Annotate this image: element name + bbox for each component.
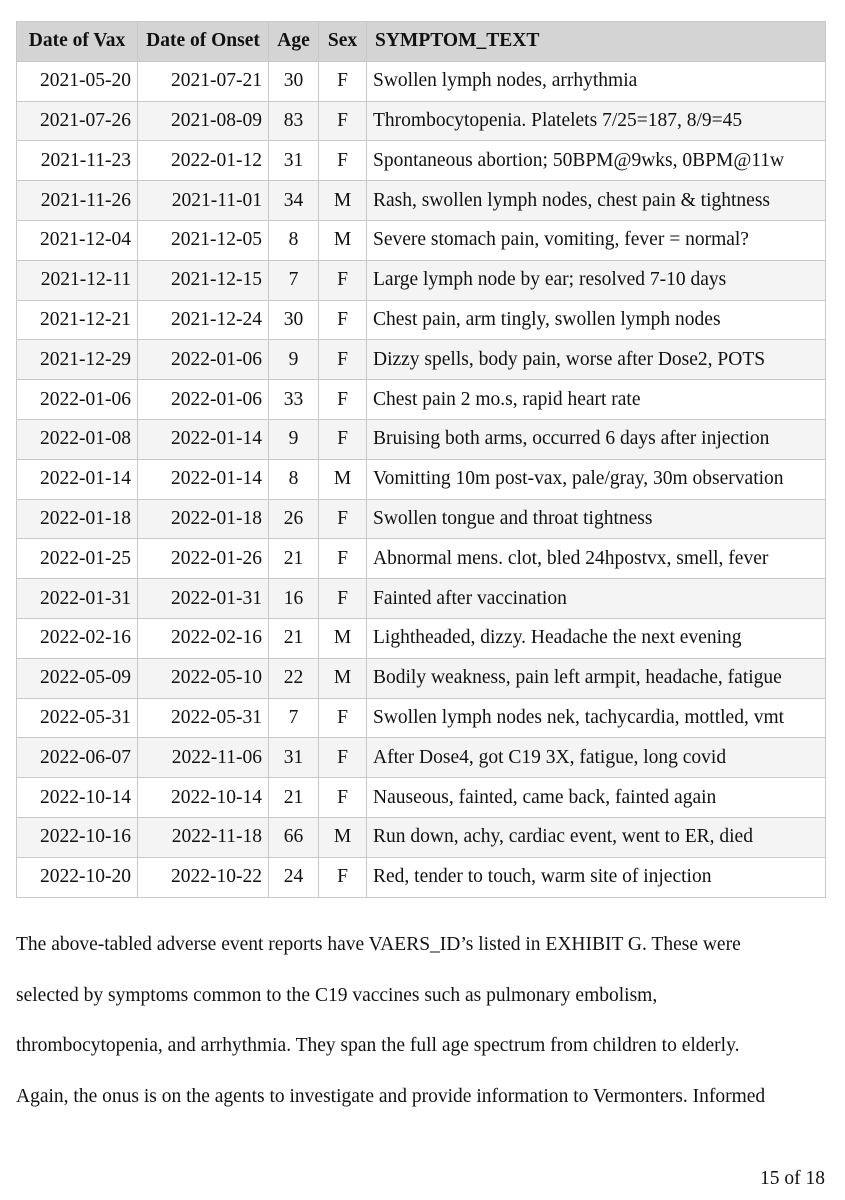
- cell-date-of-vax: 2022-10-20: [17, 857, 138, 897]
- cell-sex: F: [319, 579, 367, 619]
- cell-age: 16: [269, 579, 319, 619]
- cell-symptom-text: Swollen lymph nodes nek, tachycardia, mottled, vmt: [367, 698, 826, 738]
- cell-symptom-text: Thrombocytopenia. Platelets 7/25=187, 8/9=45: [367, 101, 826, 141]
- cell-date-of-vax: 2021-12-29: [17, 340, 138, 380]
- paragraph-line: thrombocytopenia, and arrhythmia. They span the full age spectrum from children to elderly.: [16, 1035, 740, 1056]
- cell-date-of-vax: 2022-10-16: [17, 817, 138, 857]
- cell-date-of-vax: 2021-11-23: [17, 141, 138, 181]
- cell-symptom-text: After Dose4, got C19 3X, fatigue, long covid: [367, 738, 826, 778]
- table-row: [17, 499, 826, 539]
- cell-date-of-onset: 2022-05-10: [138, 658, 269, 698]
- cell-date-of-vax: 2022-01-08: [17, 419, 138, 459]
- cell-sex: M: [319, 459, 367, 499]
- cell-sex: F: [319, 698, 367, 738]
- cell-symptom-text: Abnormal mens. clot, bled 24hpostvx, smell, fever: [367, 539, 826, 579]
- cell-symptom-text: Lightheaded, dizzy. Headache the next evening: [367, 618, 826, 658]
- header-sex: Sex: [319, 22, 367, 62]
- cell-sex: M: [319, 817, 367, 857]
- cell-symptom-text: Swollen lymph nodes, arrhythmia: [367, 61, 826, 101]
- cell-age: 30: [269, 300, 319, 340]
- cell-age: 24: [269, 857, 319, 897]
- cell-age: 31: [269, 141, 319, 181]
- header-date-of-vax: Date of Vax: [17, 22, 138, 62]
- cell-date-of-onset: 2022-01-06: [138, 340, 269, 380]
- cell-date-of-vax: 2022-02-16: [17, 618, 138, 658]
- cell-date-of-vax: 2022-01-31: [17, 579, 138, 619]
- cell-date-of-vax: 2021-12-04: [17, 220, 138, 260]
- paragraph-line: The above-tabled adverse event reports have VAERS_ID’s listed in EXHIBIT G. These were: [16, 934, 741, 955]
- cell-age: 7: [269, 260, 319, 300]
- cell-age: 21: [269, 778, 319, 818]
- cell-date-of-onset: 2022-10-14: [138, 778, 269, 818]
- table-row: [17, 380, 826, 420]
- cell-age: 8: [269, 459, 319, 499]
- cell-date-of-onset: 2021-12-05: [138, 220, 269, 260]
- cell-date-of-onset: 2022-01-06: [138, 380, 269, 420]
- table-row: [17, 181, 826, 221]
- cell-age: 8: [269, 220, 319, 260]
- cell-date-of-onset: 2022-01-31: [138, 579, 269, 619]
- cell-age: 83: [269, 101, 319, 141]
- cell-symptom-text: Severe stomach pain, vomiting, fever = normal?: [367, 220, 826, 260]
- cell-age: 21: [269, 618, 319, 658]
- cell-date-of-onset: 2022-11-06: [138, 738, 269, 778]
- cell-date-of-onset: 2021-12-15: [138, 260, 269, 300]
- header-date-of-onset: Date of Onset: [138, 22, 269, 62]
- cell-age: 66: [269, 817, 319, 857]
- cell-age: 33: [269, 380, 319, 420]
- cell-date-of-vax: 2021-11-26: [17, 181, 138, 221]
- cell-symptom-text: Swollen tongue and throat tightness: [367, 499, 826, 539]
- cell-sex: F: [319, 499, 367, 539]
- cell-date-of-vax: 2022-10-14: [17, 778, 138, 818]
- cell-date-of-vax: 2021-12-11: [17, 260, 138, 300]
- table-row: [17, 101, 826, 141]
- cell-date-of-onset: 2021-08-09: [138, 101, 269, 141]
- cell-sex: M: [319, 658, 367, 698]
- cell-sex: F: [319, 260, 367, 300]
- cell-date-of-vax: 2021-12-21: [17, 300, 138, 340]
- cell-symptom-text: Bruising both arms, occurred 6 days after injection: [367, 419, 826, 459]
- table-header-row: [17, 22, 826, 62]
- header-symptom-text: SYMPTOM_TEXT: [367, 22, 826, 62]
- cell-sex: F: [319, 857, 367, 897]
- cell-symptom-text: Large lymph node by ear; resolved 7-10 days: [367, 260, 826, 300]
- cell-symptom-text: Red, tender to touch, warm site of injection: [367, 857, 826, 897]
- cell-symptom-text: Run down, achy, cardiac event, went to ER, died: [367, 817, 826, 857]
- cell-age: 31: [269, 738, 319, 778]
- cell-date-of-vax: 2022-05-31: [17, 698, 138, 738]
- cell-age: 34: [269, 181, 319, 221]
- cell-date-of-onset: 2021-11-01: [138, 181, 269, 221]
- cell-symptom-text: Fainted after vaccination: [367, 579, 826, 619]
- cell-sex: F: [319, 61, 367, 101]
- cell-date-of-vax: 2022-01-14: [17, 459, 138, 499]
- table-row: [17, 459, 826, 499]
- table-row: [17, 857, 826, 897]
- table-row: [17, 61, 826, 101]
- cell-date-of-onset: 2022-01-12: [138, 141, 269, 181]
- cell-sex: F: [319, 340, 367, 380]
- cell-date-of-onset: 2022-01-14: [138, 459, 269, 499]
- cell-date-of-onset: 2021-12-24: [138, 300, 269, 340]
- table-row: [17, 658, 826, 698]
- cell-date-of-vax: 2022-01-06: [17, 380, 138, 420]
- cell-age: 9: [269, 340, 319, 380]
- cell-symptom-text: Spontaneous abortion; 50BPM@9wks, 0BPM@11w: [367, 141, 826, 181]
- table-row: [17, 260, 826, 300]
- cell-sex: M: [319, 220, 367, 260]
- cell-sex: F: [319, 419, 367, 459]
- adverse-event-table: [16, 21, 826, 898]
- cell-symptom-text: Chest pain, arm tingly, swollen lymph nodes: [367, 300, 826, 340]
- cell-symptom-text: Chest pain 2 mo.s, rapid heart rate: [367, 380, 826, 420]
- cell-symptom-text: Rash, swollen lymph nodes, chest pain & tightness: [367, 181, 826, 221]
- cell-symptom-text: Bodily weakness, pain left armpit, headache, fatigue: [367, 658, 826, 698]
- cell-sex: M: [319, 181, 367, 221]
- paragraph-line: selected by symptoms common to the C19 vaccines such as pulmonary embolism,: [16, 984, 658, 1006]
- cell-date-of-onset: 2022-05-31: [138, 698, 269, 738]
- table-row: [17, 539, 826, 579]
- cell-date-of-vax: 2022-05-09: [17, 658, 138, 698]
- body-paragraph: [16, 920, 831, 1122]
- cell-age: 9: [269, 419, 319, 459]
- table-row: [17, 817, 826, 857]
- cell-sex: F: [319, 539, 367, 579]
- cell-sex: F: [319, 101, 367, 141]
- cell-age: 22: [269, 658, 319, 698]
- cell-date-of-onset: 2022-10-22: [138, 857, 269, 897]
- cell-date-of-vax: 2021-05-20: [17, 61, 138, 101]
- cell-date-of-onset: 2022-11-18: [138, 817, 269, 857]
- table-row: [17, 220, 826, 260]
- cell-sex: F: [319, 300, 367, 340]
- table-row: [17, 778, 826, 818]
- cell-sex: M: [319, 618, 367, 658]
- cell-date-of-vax: 2022-06-07: [17, 738, 138, 778]
- cell-date-of-onset: 2022-01-26: [138, 539, 269, 579]
- table-row: [17, 618, 826, 658]
- cell-symptom-text: Nauseous, fainted, came back, fainted again: [367, 778, 826, 818]
- cell-symptom-text: Dizzy spells, body pain, worse after Dose2, POTS: [367, 340, 826, 380]
- table-row: [17, 738, 826, 778]
- table-row: [17, 141, 826, 181]
- cell-symptom-text: Vomitting 10m post-vax, pale/gray, 30m observation: [367, 459, 826, 499]
- paragraph-line: Again, the onus is on the agents to investigate and provide information to Vermonters. Informed: [16, 1085, 766, 1107]
- table-row: [17, 698, 826, 738]
- table-row: [17, 579, 826, 619]
- cell-age: 26: [269, 499, 319, 539]
- cell-sex: F: [319, 141, 367, 181]
- table-row: [17, 419, 826, 459]
- cell-age: 7: [269, 698, 319, 738]
- cell-sex: F: [319, 778, 367, 818]
- cell-date-of-vax: 2022-01-18: [17, 499, 138, 539]
- cell-date-of-onset: 2022-01-18: [138, 499, 269, 539]
- table-row: [17, 300, 826, 340]
- page-number: 15 of 18: [760, 1168, 825, 1189]
- cell-age: 30: [269, 61, 319, 101]
- cell-date-of-onset: 2022-02-16: [138, 618, 269, 658]
- cell-date-of-onset: 2021-07-21: [138, 61, 269, 101]
- table-row: [17, 340, 826, 380]
- header-age: Age: [269, 22, 319, 62]
- cell-sex: F: [319, 380, 367, 420]
- cell-date-of-vax: 2022-01-25: [17, 539, 138, 579]
- cell-age: 21: [269, 539, 319, 579]
- cell-date-of-onset: 2022-01-14: [138, 419, 269, 459]
- cell-date-of-vax: 2021-07-26: [17, 101, 138, 141]
- cell-sex: F: [319, 738, 367, 778]
